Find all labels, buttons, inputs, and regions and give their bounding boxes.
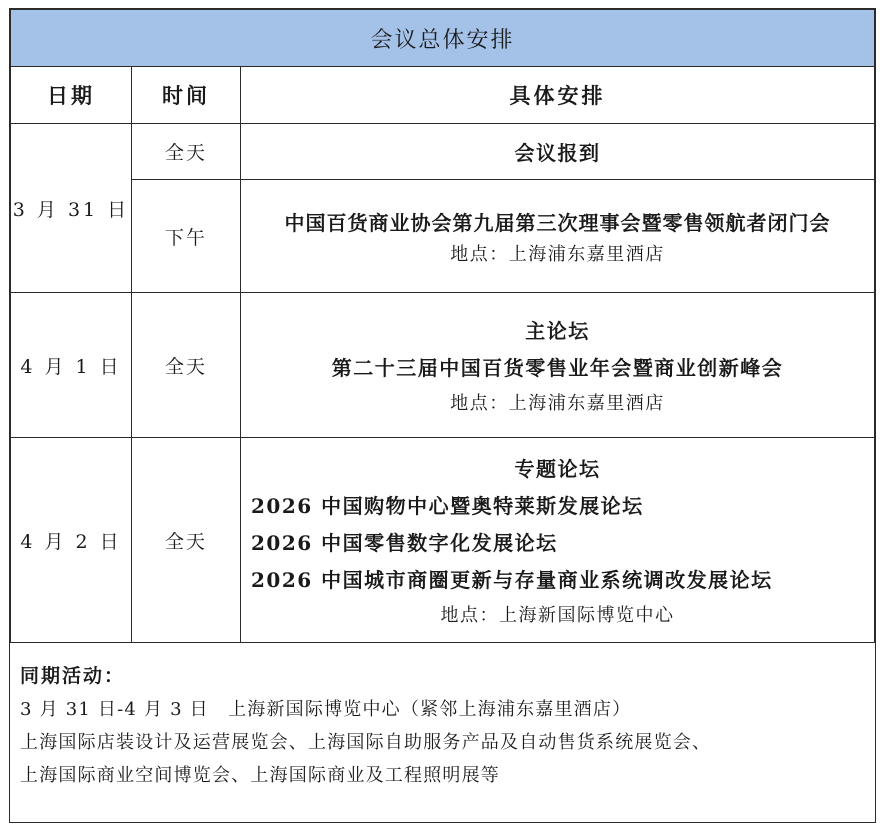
detail-line: 第二十三届中国百货零售业年会暨商业创新峰会 xyxy=(331,356,784,380)
detail-line: 主论坛 xyxy=(525,319,590,343)
header-time: 时间 xyxy=(132,67,241,124)
detail-line: 2026 中国零售数字化发展论坛 xyxy=(251,531,558,555)
title-row xyxy=(11,10,875,67)
venue-line: 地点：上海浦东嘉里酒店 xyxy=(450,243,665,265)
detail-line: 2026 中国购物中心暨奥特莱斯发展论坛 xyxy=(251,494,644,518)
table-row xyxy=(11,180,875,293)
detail-line: 中国百货商业协会第九届第三次理事会暨零售领航者闭门会 xyxy=(284,210,831,235)
venue-line: 地点：上海新国际博览中心 xyxy=(440,605,675,626)
schedule-document xyxy=(9,8,876,823)
time-cell: 全天 xyxy=(132,438,241,643)
concurrent-title: 同期活动： xyxy=(20,665,126,687)
table-row xyxy=(11,438,875,643)
time-cell: 全天 xyxy=(132,124,241,180)
date-cell: 3 月 31 日 xyxy=(11,124,132,293)
concurrent-events xyxy=(10,646,875,822)
time-cell: 下午 xyxy=(132,180,241,293)
venue-line: 地点：上海浦东嘉里酒店 xyxy=(450,393,665,414)
time-cell: 全天 xyxy=(132,293,241,438)
detail-line: 会议报到 xyxy=(514,141,601,165)
concurrent-line: 3 月 31 日-4 月 3 日 上海新国际博览中心（紧邻上海浦东嘉里酒店） xyxy=(20,699,632,720)
table-row xyxy=(11,293,875,438)
table-title: 会议总体安排 xyxy=(11,10,875,67)
detail-line: 2026 中国城市商圈更新与存量商业系统调改发展论坛 xyxy=(251,568,773,592)
detail-heading: 专题论坛 xyxy=(514,457,601,481)
table-row xyxy=(11,124,875,180)
header-detail: 具体安排 xyxy=(241,67,875,124)
header-row xyxy=(11,67,875,124)
schedule-table xyxy=(10,9,875,643)
concurrent-line: 上海国际商业空间博览会、上海国际商业及工程照明展等 xyxy=(20,765,500,786)
detail-cell xyxy=(241,124,875,180)
detail-cell xyxy=(241,293,875,438)
detail-cell xyxy=(241,438,875,643)
date-cell: 4 月 1 日 xyxy=(11,293,132,438)
concurrent-line: 上海国际店装设计及运营展览会、上海国际自助服务产品及自动售货系统展览会、 xyxy=(20,732,712,753)
header-date: 日期 xyxy=(11,67,132,124)
date-cell: 4 月 2 日 xyxy=(11,438,132,643)
detail-cell xyxy=(241,180,875,293)
